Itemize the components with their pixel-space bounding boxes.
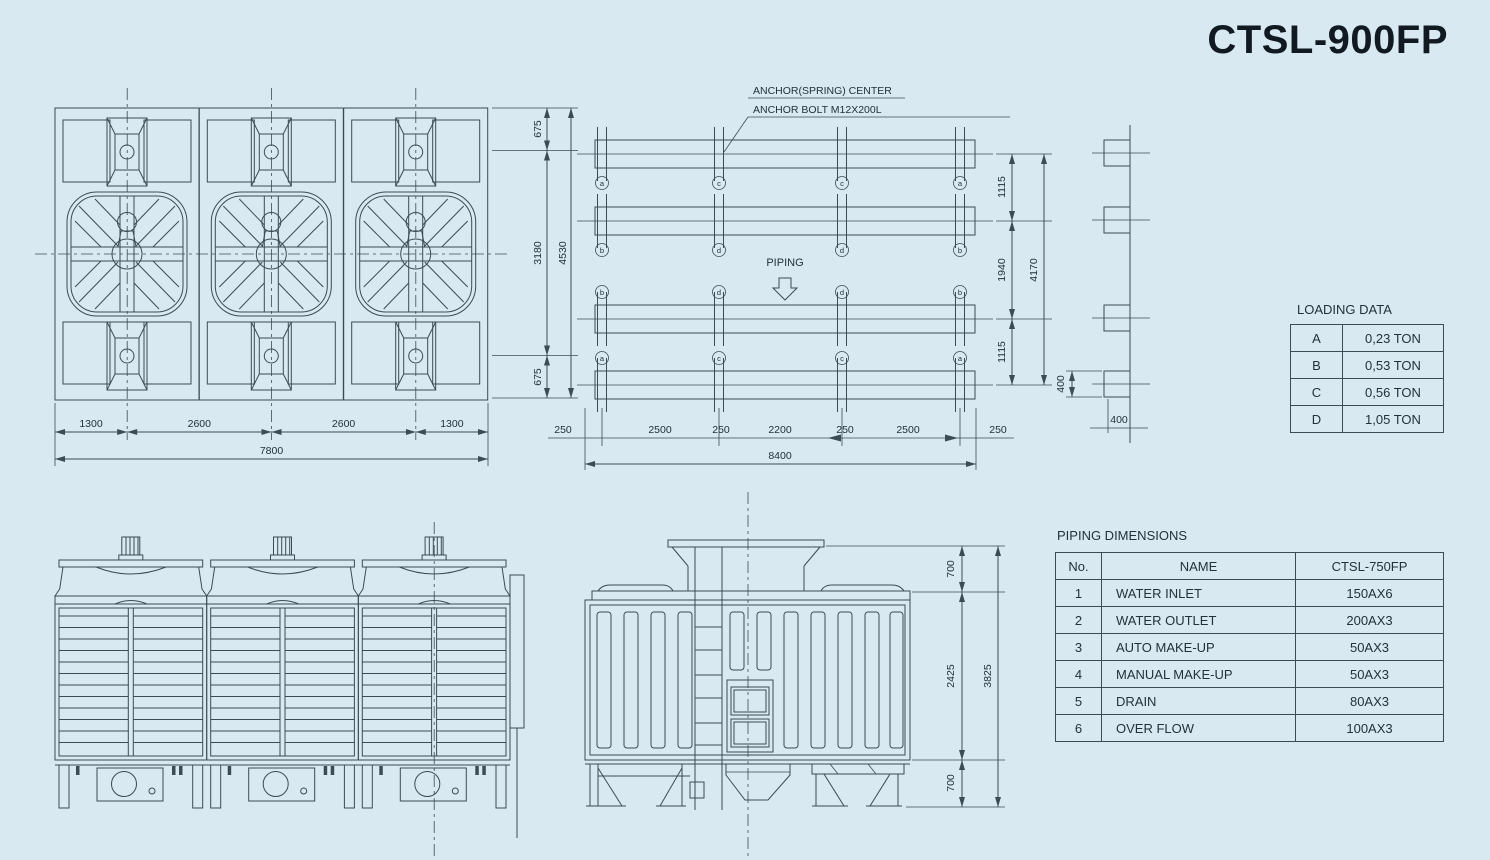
dim-label: 1115	[996, 176, 1008, 198]
svg-text:b: b	[599, 246, 605, 255]
pipe-size: 50AX3	[1296, 634, 1444, 661]
dim-label: 3180	[532, 241, 544, 265]
svg-text:c: c	[717, 354, 721, 363]
dim-label: 3825	[982, 664, 994, 688]
pipe-no: 1	[1056, 580, 1102, 607]
dim-label: 2600	[331, 418, 356, 430]
svg-text:b: b	[957, 246, 963, 255]
svg-text:a: a	[957, 179, 963, 188]
table-row	[1056, 688, 1444, 715]
load-point: B	[1291, 352, 1343, 379]
support-legs	[586, 764, 904, 806]
load-value: 0,23 TON	[1343, 325, 1444, 352]
pipe-name: WATER INLET	[1102, 580, 1296, 607]
pipe-size: 200AX3	[1296, 607, 1444, 634]
rail-end-view	[1055, 125, 1150, 443]
svg-text:d: d	[716, 246, 722, 255]
col-header-name: NAME	[1102, 553, 1296, 580]
load-point: C	[1291, 379, 1343, 406]
ladder	[695, 547, 722, 810]
pipe-size: 150AX6	[1296, 580, 1444, 607]
page-title: CTSL-900FP	[1207, 18, 1448, 62]
svg-text:d: d	[839, 288, 845, 297]
pipe-name: MANUAL MAKE-UP	[1102, 661, 1296, 688]
table-row	[1056, 634, 1444, 661]
pipe-name: OVER FLOW	[1102, 715, 1296, 742]
load-point: D	[1291, 406, 1343, 433]
dim-label: 700	[945, 774, 957, 792]
svg-text:d: d	[716, 288, 722, 297]
pipe-no: 5	[1056, 688, 1102, 715]
access-panels	[727, 680, 773, 752]
pipe-no: 6	[1056, 715, 1102, 742]
loading-data-table	[1290, 324, 1444, 433]
load-point: A	[1291, 325, 1343, 352]
dim-label: 1115	[996, 341, 1008, 363]
col-header-model: CTSL-750FP	[1296, 553, 1444, 580]
svg-text:a: a	[599, 179, 605, 188]
dim-label: 1940	[996, 258, 1008, 282]
plan-view-dimensions	[55, 108, 578, 466]
piping-label: PIPING	[766, 257, 804, 269]
svg-text:c: c	[840, 354, 844, 363]
dim-label: 250	[554, 424, 572, 436]
table-row	[1291, 352, 1444, 379]
anchor-bottom-dimensions	[548, 408, 1014, 470]
pipe-size: 80AX3	[1296, 688, 1444, 715]
dim-label: 250	[836, 424, 854, 436]
dim-label: 250	[712, 424, 730, 436]
svg-text:b: b	[957, 288, 963, 297]
load-value: 0,56 TON	[1343, 379, 1444, 406]
svg-text:d: d	[839, 246, 845, 255]
dim-label: 4170	[1028, 258, 1040, 282]
pipe-no: 4	[1056, 661, 1102, 688]
dim-label: 2500	[648, 424, 672, 436]
pipe-no: 2	[1056, 607, 1102, 634]
anchor-plan-view	[548, 85, 1150, 470]
dim-label: 8400	[768, 450, 792, 462]
anchor-note-line2: ANCHOR BOLT M12X200L	[753, 104, 882, 116]
pipe-size: 50AX3	[1296, 661, 1444, 688]
dim-label: 700	[945, 560, 957, 578]
table-row	[1056, 607, 1444, 634]
table-row	[1056, 661, 1444, 688]
anchor-bolt-labels	[596, 177, 967, 365]
table-row	[1056, 580, 1444, 607]
down-arrow-icon	[773, 278, 797, 300]
dim-label: 2200	[768, 424, 792, 436]
dim-label: 250	[989, 424, 1007, 436]
front-elevation-view	[55, 522, 524, 858]
dim-label: 675	[532, 120, 544, 138]
svg-text:c: c	[840, 179, 844, 188]
load-value: 0,53 TON	[1343, 352, 1444, 379]
svg-text:a: a	[957, 354, 963, 363]
table-row	[1291, 406, 1444, 433]
piping-callout	[766, 257, 803, 300]
pipe-name: AUTO MAKE-UP	[1102, 634, 1296, 661]
svg-text:a: a	[599, 354, 605, 363]
table-header-row	[1056, 553, 1444, 580]
pipe-name: DRAIN	[1102, 688, 1296, 715]
plan-view	[35, 88, 508, 440]
dim-label: 1300	[79, 418, 103, 430]
dim-label: 675	[532, 368, 544, 386]
table-row	[1291, 379, 1444, 406]
table-row	[1056, 715, 1444, 742]
load-value: 1,05 TON	[1343, 406, 1444, 433]
piping-dimensions-table	[1055, 552, 1444, 742]
dim-label: 400	[1055, 375, 1067, 393]
dim-label: 2425	[945, 664, 957, 688]
piping-dimensions-title: PIPING DIMENSIONS	[1057, 528, 1188, 543]
pipe-no: 3	[1056, 634, 1102, 661]
side-elevation-view	[585, 492, 1005, 858]
dim-label: 4530	[557, 241, 569, 265]
dim-label: 2500	[896, 424, 920, 436]
anchor-note	[724, 85, 1010, 152]
col-header-no: No.	[1056, 553, 1102, 580]
dim-label: 400	[1110, 414, 1128, 426]
pipe-size: 100AX3	[1296, 715, 1444, 742]
dim-label: 1300	[440, 418, 464, 430]
loading-data-title: LOADING DATA	[1297, 302, 1392, 317]
pipe-name: WATER OUTLET	[1102, 607, 1296, 634]
svg-text:c: c	[717, 179, 721, 188]
dim-label: 7800	[259, 445, 284, 457]
standpipe	[510, 575, 524, 728]
anchor-note-line1: ANCHOR(SPRING) CENTER	[753, 85, 892, 97]
dim-label: 2600	[187, 418, 211, 430]
svg-text:b: b	[599, 288, 605, 297]
table-row	[1291, 325, 1444, 352]
